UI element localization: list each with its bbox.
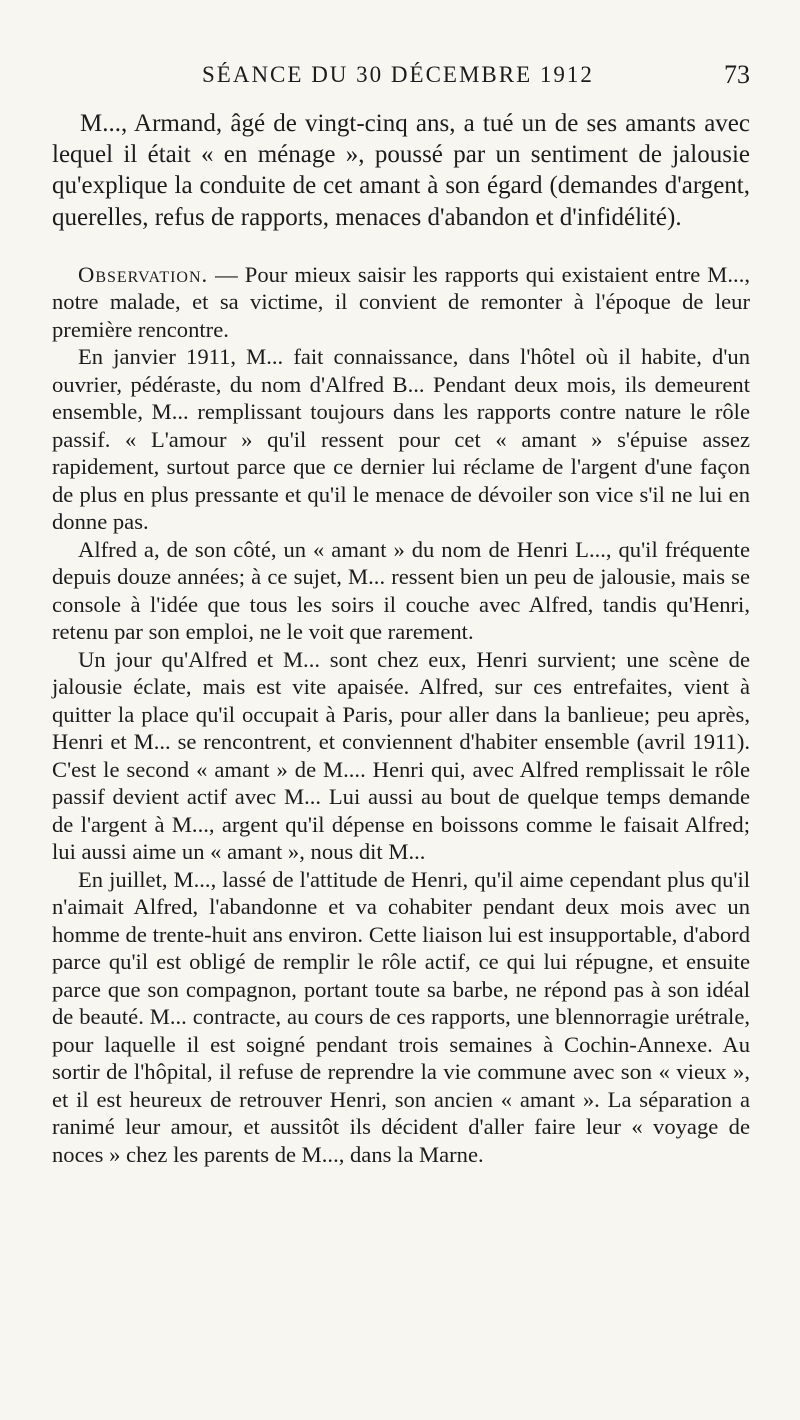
case-summary <box>52 108 750 233</box>
running-title: SÉANCE DU 30 DÉCEMBRE 1912 <box>202 62 594 87</box>
page-number: 73 <box>724 60 750 89</box>
body-paragraph: En juillet, M..., lassé de l'attitude de Henri, qu'il aime cependant plus qu'il n'aimait Alfred, l'abandonne et va cohabiter pendant deux mois avec un homme de trente-huit ans environ. Cette liaison lui est insupportable, d'abord parce qu'il est obligé de remplir le rôle actif, ce qui lui répugne, et ensuite parce que son compagnon, portant toute sa barbe, ne répond pas à son idéal de beauté. M... contracte, au cours de ces rapports, une blennorragie urétrale, pour laquelle il est soigné pendant trois semaines à Cochin-Annexe. Au sortir de l'hôpital, il refuse de reprendre la vie commune avec son « vieux », et il est heureux de retrouver Henri, son ancien « amant ». La séparation a ranimé leur amour, et aussitôt ils décident d'aller faire leur « voyage de noces » chez les parents de M..., dans la Marne. <box>52 866 750 1167</box>
body-paragraph: Alfred a, de son côté, un « amant » du nom de Henri L..., qu'il fréquente depuis douze années; à ce sujet, M... ressent bien un peu de jalousie, mais se console à l'idée que tous les soirs il couche avec Alfred, tandis qu'Henri, retenu par son emploi, ne le voit que rarement. <box>52 536 750 645</box>
observation-lead: — Pour mieux saisir les rapports qui existaient entre M..., notre malade, et sa victime, il convient de remonter à l'époque de leur première rencontre. <box>52 261 750 342</box>
observation-paragraph <box>52 261 750 344</box>
running-head <box>52 0 750 108</box>
summary-paragraph: M..., Armand, âgé de vingt-cinq ans, a tué un de ses amants avec lequel il était « en ménage », poussé par un sentiment de jalousie qu'explique la conduite de cet amant à son égard (demandes d'argent, querelles, refus de rapports, menaces d'abandon et d'infidélité). <box>52 110 750 231</box>
observation-body <box>52 261 750 1169</box>
body-paragraph: En janvier 1911, M... fait connaissance, dans l'hôtel où il habite, d'un ouvrier, pédéraste, du nom d'Alfred B... Pendant deux mois, ils demeurent ensemble, M... remplissant toujours dans les rapports contre nature le rôle passif. « L'amour » qu'il ressent pour cet « amant » s'épuise assez rapidement, surtout parce que ce dernier lui réclame de l'argent d'une façon de plus en plus pressante et qu'il le menace de dévoiler son vice s'il ne lui en donne pas. <box>52 344 750 535</box>
observation-label: Observation. <box>78 261 209 287</box>
body-paragraph: Un jour qu'Alfred et M... sont chez eux, Henri survient; une scène de jalousie éclate, mais est vite apaisée. Alfred, sur ces entrefaites, vient à quitter la place qu'il occupait à Paris, pour aller dans la banlieue; peu après, Henri et M... se rencontrent, et conviennent d'habiter ensemble (avril 1911). C'est le second « amant » de M.... Henri qui, avec Alfred remplissait le rôle passif devient actif avec M... Lui aussi au bout de quelque temps demande de l'argent à M..., argent qu'il dépense en boissons comme le faisait Alfred; lui aussi aime un « amant », nous dit M... <box>52 646 750 865</box>
